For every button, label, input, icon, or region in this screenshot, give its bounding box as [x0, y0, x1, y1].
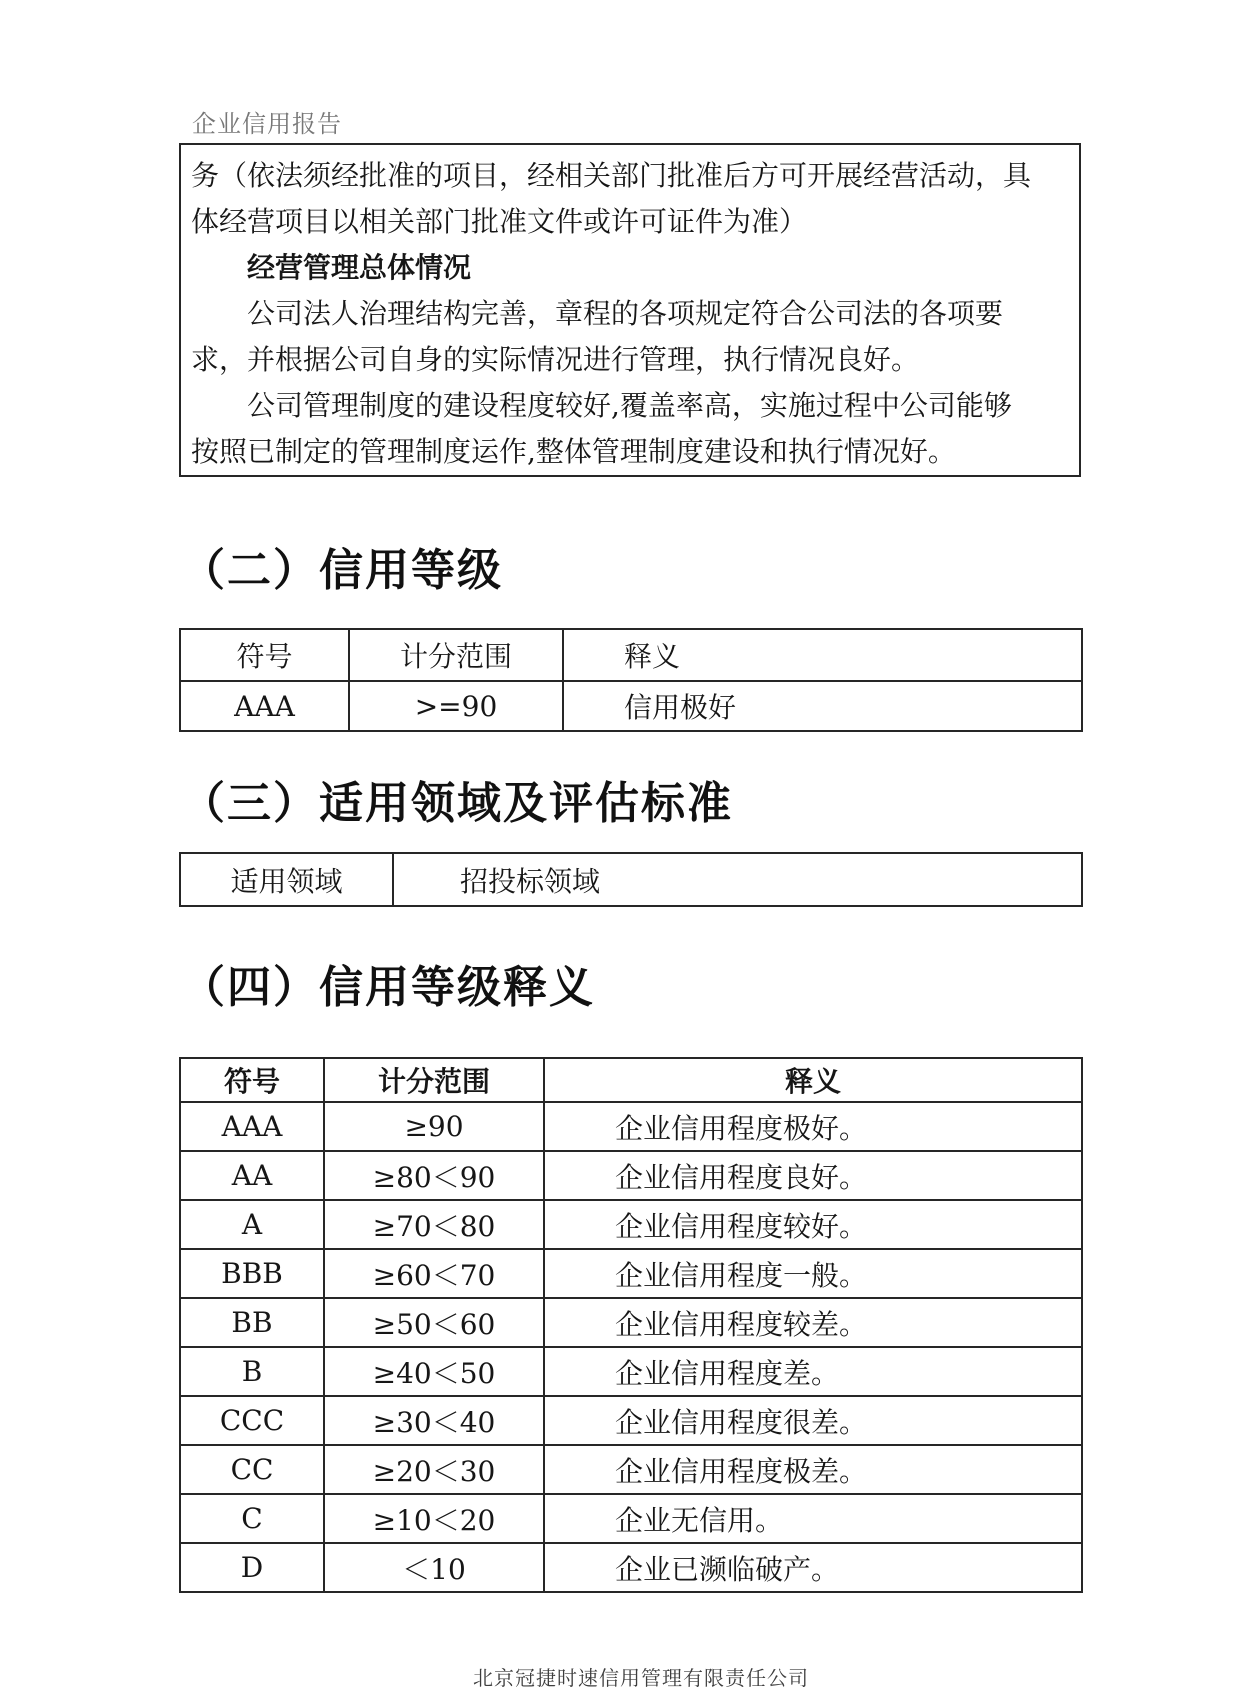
- table-cell: 企业信用程度一般。: [544, 1249, 1082, 1298]
- table-cell: 企业信用程度良好。: [544, 1151, 1082, 1200]
- table-cell: BB: [180, 1298, 324, 1347]
- grade-definitions-table-header: [180, 1058, 1082, 1102]
- table-cell: ≥40＜50: [324, 1347, 544, 1396]
- table-row: [180, 1396, 1082, 1445]
- table-row: [180, 1347, 1082, 1396]
- table-row: [180, 1200, 1082, 1249]
- report-header-label: 企业信用报告: [192, 110, 342, 138]
- table-cell: ≥80＜90: [324, 1151, 544, 1200]
- section-heading-credit-grade: （二）信用等级: [181, 545, 503, 596]
- table-cell: ≥60＜70: [324, 1249, 544, 1298]
- column-header-score-range: 计分范围: [324, 1058, 544, 1102]
- table-cell: 信用极好: [563, 681, 1082, 731]
- table-cell: 招投标领域: [393, 853, 1082, 906]
- box-text-line: 务（依法须经批准的项目，经相关部门批准后方可开展经营活动，具: [191, 159, 1032, 192]
- table-cell: ≥70＜80: [324, 1200, 544, 1249]
- box-text-line: 公司法人治理结构完善，章程的各项规定符合公司法的各项要: [247, 297, 1004, 330]
- table-row: [180, 1102, 1082, 1151]
- table-cell: ＜10: [324, 1543, 544, 1592]
- table-cell: ≥10＜20: [324, 1494, 544, 1543]
- column-header-definition: 释义: [563, 629, 1082, 681]
- table-row: [180, 1298, 1082, 1347]
- credit-grade-table-body: [180, 681, 1082, 731]
- table-header-row: [180, 1058, 1082, 1102]
- credit-grade-table: [179, 628, 1083, 732]
- box-text-line: 体经营项目以相关部门批准文件或许可证件为准）: [191, 205, 808, 238]
- table-cell: 企业已濒临破产。: [544, 1543, 1082, 1592]
- table-row: [180, 1151, 1082, 1200]
- box-text-line: 求，并根据公司自身的实际情况进行管理，执行情况良好。: [191, 343, 920, 376]
- table-cell: 企业信用程度差。: [544, 1347, 1082, 1396]
- applicable-field-table: [179, 852, 1083, 907]
- column-header-symbol: 符号: [180, 629, 349, 681]
- table-cell: AAA: [180, 1102, 324, 1151]
- table-row: [180, 1445, 1082, 1494]
- column-header-score-range: 计分范围: [349, 629, 563, 681]
- table-cell: BBB: [180, 1249, 324, 1298]
- table-cell: B: [180, 1347, 324, 1396]
- table-cell: A: [180, 1200, 324, 1249]
- table-cell: 企业无信用。: [544, 1494, 1082, 1543]
- box-text-line: 公司管理制度的建设程度较好,覆盖率高，实施过程中公司能够: [247, 389, 1012, 422]
- table-row: [180, 853, 1082, 906]
- grade-definitions-table-body: [180, 1102, 1082, 1592]
- table-cell: 企业信用程度较差。: [544, 1298, 1082, 1347]
- applicable-field-table-body: [180, 853, 1082, 906]
- table-cell: 企业信用程度极差。: [544, 1445, 1082, 1494]
- table-cell: AAA: [180, 681, 349, 731]
- table-cell: ≥90: [324, 1102, 544, 1151]
- table-cell: CC: [180, 1445, 324, 1494]
- column-header-symbol: 符号: [180, 1058, 324, 1102]
- section-heading-grade-definitions: （四）信用等级释义: [181, 962, 595, 1013]
- credit-grade-table-header: [180, 629, 1082, 681]
- table-row: [180, 1249, 1082, 1298]
- table-cell: 企业信用程度极好。: [544, 1102, 1082, 1151]
- table-cell: ≥20＜30: [324, 1445, 544, 1494]
- table-cell: ≥30＜40: [324, 1396, 544, 1445]
- table-cell: 企业信用程度很差。: [544, 1396, 1082, 1445]
- table-cell: C: [180, 1494, 324, 1543]
- column-header-definition: 释义: [544, 1058, 1082, 1102]
- box-subheading: 经营管理总体情况: [247, 251, 472, 284]
- table-cell: 企业信用程度较好。: [544, 1200, 1082, 1249]
- box-text-line: 按照已制定的管理制度运作,整体管理制度建设和执行情况好。: [191, 435, 956, 468]
- table-row: [180, 681, 1082, 731]
- table-header-row: [180, 629, 1082, 681]
- section-heading-applicable-field: （三）适用领域及评估标准: [181, 778, 733, 829]
- table-cell: >=90: [349, 681, 563, 731]
- table-cell: AA: [180, 1151, 324, 1200]
- table-cell: D: [180, 1543, 324, 1592]
- table-row: [180, 1543, 1082, 1592]
- table-cell: CCC: [180, 1396, 324, 1445]
- footer-company-name: 北京冠捷时速信用管理有限责任公司: [473, 1666, 809, 1690]
- business-summary-box: [179, 143, 1081, 477]
- table-row: [180, 1494, 1082, 1543]
- table-cell: 适用领域: [180, 853, 393, 906]
- grade-definitions-table: [179, 1057, 1083, 1593]
- table-cell: ≥50＜60: [324, 1298, 544, 1347]
